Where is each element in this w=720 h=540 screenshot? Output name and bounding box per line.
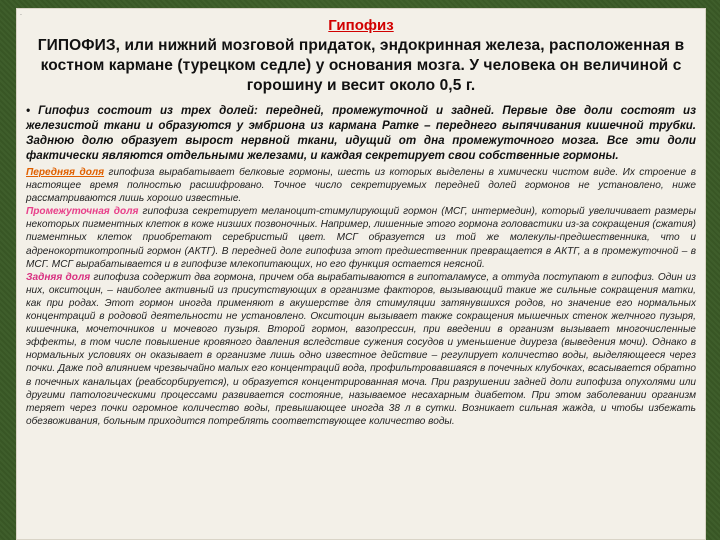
back-lobe-text: гипофиза содержит два гормона, причем оба вырабатываются в гипоталамусе, а оттуда поступают в гипофиз. Один из них, окситоцин, – наиболее активный из присутствующих в организме факторов, вызывающий такие же сильные сокращения матки, как при родах. Этот гормон иногда применяют в акушерстве для стимуляции затянувшихся родов, но значение его нормальных концентраций в родовой деятельности не установлено. Окситоцин вызывает также сокращения мышечных стенок желчного пузыря, кишечника, мочеточников и мочевого пузыря. Второй гормон, вазопрессин, при введении в организм вызывает многочисленные эффекты, в том числе повышение кровяного давления вследствие сужения сосудов и уменьшение диуреза (выведения мочи). Однако в нормальных условиях он оказывает в организме лишь одно известное действие – регулирует количество воды, выделяющееся через почки. Даже под влиянием чрезвычайно малых его концентраций вода, профильтровавшаяся в почечных клубочках, всасывается обратно в почечных канальцах (реабсорбируется), и образуется концентрированная моча. При разрушении задней доли гипофиза опухолями или другими патологическими процессами развивается состояние, называемое несахарным диабетом. При этом заболевании организм теряет через почки огромное количество воды, превышающее иногда 38 л в сутки. Возникает сильная жажда, и чтобы избежать обезвоживания, больным приходится потреблять соответствующее количество воды.	[26, 271, 696, 427]
slide-marker: .	[20, 10, 22, 17]
back-lobe-label: Задняя доля	[26, 271, 91, 283]
lobes-paragraph: • Гипофиз состоит из трех долей: передней, промежуточной и задней. Первые две доли состоят из железистой ткани и образуются у эмбриона из кармана Ратке – переднего выпячивания кишечной трубки. Заднюю долю образует вырост нервной ткани, идущий от дна промежуточного мозга. Все эти доли фактически являются отдельными железами, и каждая секретирует свои собственные гормоны.	[26, 104, 696, 162]
slide-panel	[16, 8, 706, 540]
slide-title: Гипофиз	[328, 17, 394, 34]
mid-lobe-text: гипофиза секретирует меланоцит-стимулирующий гормон (МСГ, интермедин), который увеличивает размеры некоторых пигментных клеток в коже низших позвоночных. Например, лишенные этого гормона головастики из-за сокращения (сжатия) пигментных клеток приобретают серебристый цвет. МСГ образуется из той же молекулы-предшественника, что и адренокортикотропный гормон (АКТГ). В передней доле гипофиза этот предшественник превращается в АКТГ, а в промежуточной – в МСГ. МСГ вырабатывается и в гипофизе млекопитающих, но его функция остается неясной.	[26, 206, 696, 270]
front-lobe-label: Передняя доля	[26, 167, 105, 178]
mid-lobe-label: Промежуточная доля	[26, 206, 139, 218]
intro-paragraph: ГИПОФИЗ, или нижний мозговой придаток, эндокринная железа, расположенная в костном кармане (турецком седле) у основания мозга. У человека он величиной с горошину и весит около 0,5 г.	[37, 37, 685, 94]
details-paragraph	[26, 166, 696, 428]
front-lobe-text: гипофиза вырабатывает белковые гормоны, шесть из которых выделены в химически чистом виде. Их строение в настоящее время полностью расшифровано. Точное число секретируемых передней долей гормонов не установлено, ниже рассматриваются лишь хорошо известные.	[26, 167, 696, 205]
